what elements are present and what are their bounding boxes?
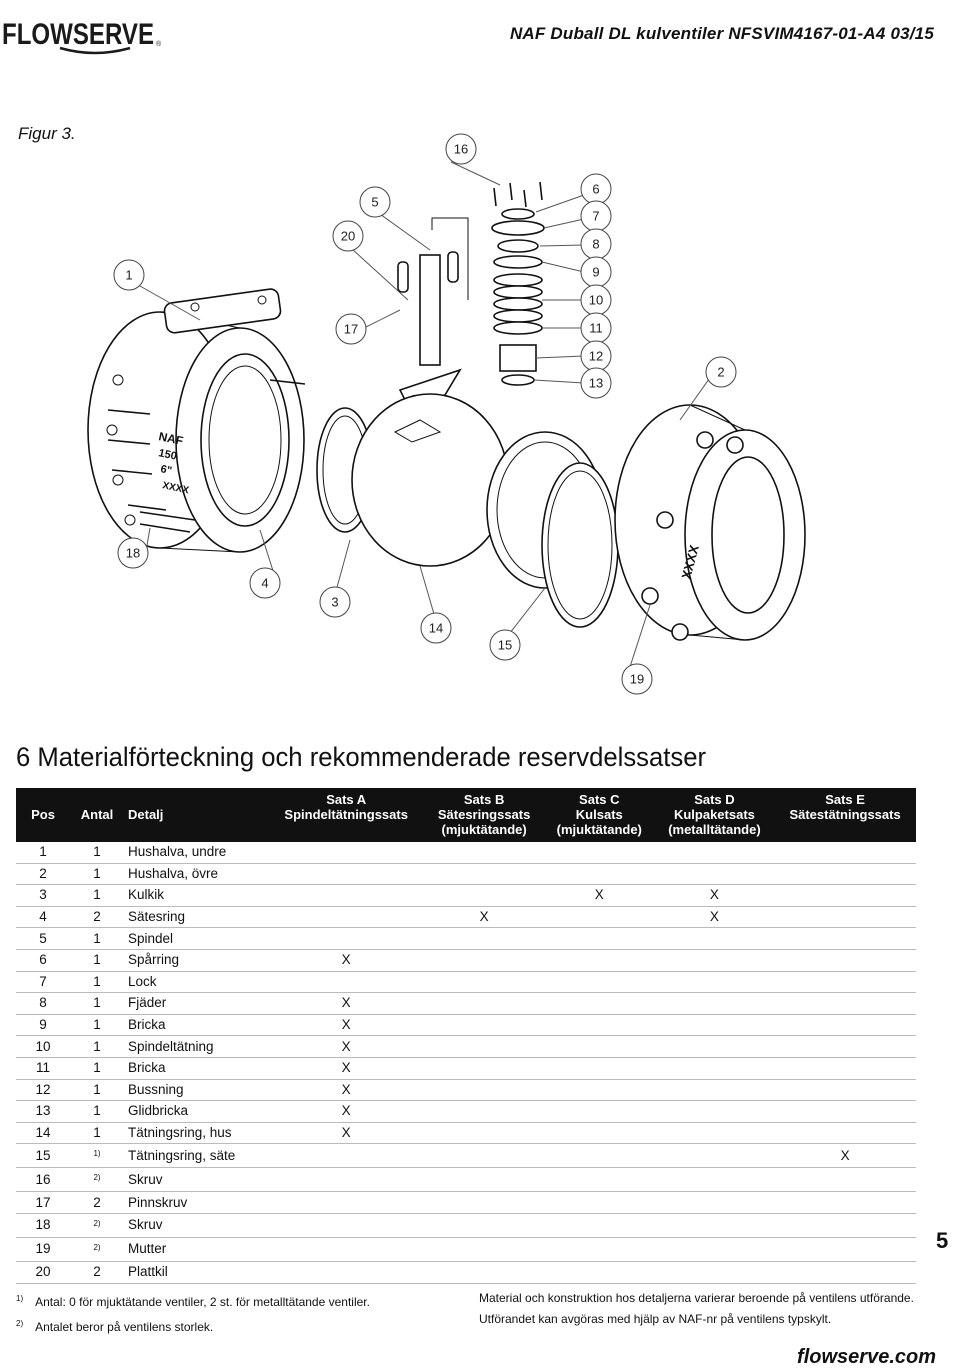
footnote-ref: 2) [93,1218,101,1228]
svg-text:5: 5 [371,194,379,210]
row-sats-e [774,1036,916,1058]
row-sats-d [655,1261,774,1283]
svg-text:17: 17 [343,321,359,337]
row-sats-b [424,1261,543,1283]
row-sats-b [424,1192,543,1214]
table-row [16,993,916,1015]
row-detalj: Fjäder [124,993,268,1015]
row-pos: 13 [16,1101,70,1123]
row-detalj: Spindeltätning [124,1036,268,1058]
svg-text:15: 15 [497,637,513,653]
row-sats-d [655,842,774,863]
page-number: 5 [936,1228,949,1253]
row-sats-e [774,971,916,993]
row-sats-c [544,842,655,863]
row-antal: 1 [70,1036,124,1058]
table-row [16,1079,916,1101]
svg-text:4: 4 [261,575,269,591]
row-pos: 7 [16,971,70,993]
callout-19 [622,664,652,694]
svg-text:XXXX: XXXX [161,480,190,497]
row-sats-d [655,971,774,993]
row-pos: 16 [16,1168,70,1192]
valve-body-left [88,288,305,552]
materials-table [16,788,916,1284]
row-sats-c [544,1144,655,1168]
row-sats-c [544,1213,655,1237]
svg-text:14: 14 [428,620,444,636]
footnotes [16,1288,370,1338]
row-sats-a [268,885,424,907]
row-antal: 2 [70,1192,124,1214]
callout-14 [421,613,451,643]
row-sats-b [424,949,543,971]
row-detalj: Mutter [124,1237,268,1261]
row-sats-e: X [774,1144,916,1168]
svg-text:2: 2 [717,364,725,380]
row-antal: 1 [70,1079,124,1101]
row-pos: 12 [16,1079,70,1101]
col-detalj: Detalj [128,807,164,822]
row-detalj: Bricka [124,1014,268,1036]
row-sats-c [544,971,655,993]
callout-18 [118,538,148,568]
row-sats-b [424,885,543,907]
col-sats-d: Sats D Kulpaketsats (metalltätande) [668,792,761,837]
row-sats-e [774,906,916,928]
row-detalj: Bussning [124,1079,268,1101]
row-sats-d [655,949,774,971]
row-sats-b [424,1057,543,1079]
row-sats-e [774,949,916,971]
row-sats-b [424,1014,543,1036]
row-pos: 19 [16,1237,70,1261]
row-pos: 1 [16,842,70,863]
row-detalj: Bricka [124,1057,268,1079]
row-sats-b [424,1144,543,1168]
row-sats-c [544,949,655,971]
row-sats-a: X [268,993,424,1015]
row-antal: 1 [70,1057,124,1079]
row-sats-a: X [268,1122,424,1144]
row-antal [70,1237,124,1261]
table-row [16,842,916,863]
design-note: Material och konstruktion hos detaljerna varierar beroende på ventilens utförande. Utförandet kan avgöras med hjälp av NAF-nr på ventilens typskylt. [479,1291,914,1326]
valve-cover-right [615,405,805,640]
col-sats-e: Sats E Sätestätningssats [789,792,901,822]
row-pos: 18 [16,1213,70,1237]
svg-text:NAF: NAF [157,429,185,449]
callout-15 [490,630,520,660]
row-sats-c [544,1079,655,1101]
svg-text:FLOWSERVE: FLOWSERVE [2,18,154,51]
row-sats-d [655,928,774,950]
row-sats-e [774,1237,916,1261]
row-sats-c [544,1192,655,1214]
row-sats-a [268,1168,424,1192]
row-detalj: Glidbricka [124,1101,268,1123]
row-sats-b [424,1213,543,1237]
table-row [16,1192,916,1214]
table-header-row [16,788,916,842]
row-detalj: Spindel [124,928,268,950]
row-antal: 1 [70,863,124,885]
row-sats-b [424,863,543,885]
row-sats-b [424,1079,543,1101]
callout-16 [446,134,476,164]
table-row [16,971,916,993]
row-pos: 11 [16,1057,70,1079]
footnote-1: $^{1)}$ Antal: 0 för mjuktätande ventiler, 2 st. för metalltätande ventiler. [16,1294,370,1309]
row-antal: 1 [70,993,124,1015]
row-sats-a [268,906,424,928]
row-sats-b [424,993,543,1015]
callout-9 [581,257,611,287]
row-sats-d [655,1237,774,1261]
row-sats-e [774,1014,916,1036]
callout-20 [333,221,363,251]
row-pos: 3 [16,885,70,907]
row-sats-a: X [268,1079,424,1101]
col-sats-c: Sats C Kulsats (mjuktätande) [556,792,642,837]
row-sats-e [774,993,916,1015]
row-detalj: Tätningsring, hus [124,1122,268,1144]
footnote-ref: 2) [93,1173,101,1183]
svg-text:XXXX: XXXX [678,543,702,581]
row-sats-e [774,1168,916,1192]
row-antal: 1 [70,1101,124,1123]
row-sats-a [268,863,424,885]
svg-text:6: 6 [592,181,600,197]
callout-1 [114,260,144,290]
svg-text:10: 10 [588,292,604,308]
row-antal [70,1213,124,1237]
row-antal: 1 [70,885,124,907]
row-detalj: Skruv [124,1168,268,1192]
row-sats-d [655,1168,774,1192]
svg-text:13: 13 [588,375,604,391]
row-sats-d [655,1144,774,1168]
table-row [16,1237,916,1261]
callout-2 [706,357,736,387]
row-pos: 17 [16,1192,70,1214]
svg-text:®: ® [156,41,162,48]
row-sats-c [544,863,655,885]
row-detalj: Plattkil [124,1261,268,1283]
row-sats-a [268,842,424,863]
table-row [16,885,916,907]
callout-4 [250,568,280,598]
row-sats-b [424,971,543,993]
row-pos: 20 [16,1261,70,1283]
row-sats-c [544,1237,655,1261]
table-row [16,928,916,950]
col-pos: Pos [31,807,55,822]
callout-6 [581,174,611,204]
row-detalj: Kulkik [124,885,268,907]
col-sats-b: Sats B Sätesringssats (mjuktätande) [437,792,531,837]
svg-text:6": 6" [159,463,173,478]
row-sats-c [544,1168,655,1192]
svg-text:20: 20 [340,228,356,244]
row-sats-a [268,1213,424,1237]
row-sats-c [544,1101,655,1123]
row-sats-e [774,1101,916,1123]
row-sats-d [655,1014,774,1036]
svg-text:16: 16 [453,141,469,157]
row-sats-c [544,1261,655,1283]
col-antal: Antal [80,807,114,822]
table-row [16,1014,916,1036]
row-sats-d [655,1057,774,1079]
row-detalj: Hushalva, övre [124,863,268,885]
row-pos: 4 [16,906,70,928]
row-sats-e [774,1079,916,1101]
row-antal: 1 [70,928,124,950]
svg-text:19: 19 [629,671,645,687]
row-sats-a: X [268,1101,424,1123]
svg-text:9: 9 [592,264,600,280]
figure-label: Figur 3. [18,124,76,143]
row-sats-a: X [268,1057,424,1079]
callout-8 [581,229,611,259]
svg-text:1: 1 [125,267,133,283]
row-antal: 1 [70,842,124,863]
row-pos: 14 [16,1122,70,1144]
row-pos: 5 [16,928,70,950]
row-sats-d [655,1036,774,1058]
row-sats-b [424,1101,543,1123]
row-sats-b [424,1168,543,1192]
row-sats-e [774,1192,916,1214]
svg-text:12: 12 [588,348,604,364]
row-sats-d [655,1122,774,1144]
callout-5 [360,187,390,217]
row-sats-d [655,1213,774,1237]
table-row [16,1122,916,1144]
row-sats-c [544,1036,655,1058]
row-sats-a [268,928,424,950]
table-row [16,1057,916,1079]
row-sats-d [655,993,774,1015]
row-detalj: Tätningsring, säte [124,1144,268,1168]
row-sats-b [424,842,543,863]
row-sats-d: X [655,906,774,928]
row-sats-c [544,1057,655,1079]
row-sats-d: X [655,885,774,907]
row-sats-c [544,1014,655,1036]
row-detalj: Pinnskruv [124,1192,268,1214]
callout-17 [336,314,366,344]
row-sats-b [424,1122,543,1144]
row-sats-e [774,863,916,885]
row-sats-e [774,1057,916,1079]
row-sats-d [655,863,774,885]
section-title: 6 Materialförteckning och rekommenderade reservdelssatser [16,742,707,772]
document-id: NAF Duball DL kulventiler NFSVIM4167-01-A4 03/15 [509,24,934,43]
callout-7 [581,201,611,231]
row-antal: 1 [70,949,124,971]
row-antal: 1 [70,1122,124,1144]
row-antal [70,1144,124,1168]
row-antal: 2 [70,1261,124,1283]
row-sats-d [655,1079,774,1101]
row-sats-e [774,1261,916,1283]
row-sats-e [774,928,916,950]
row-sats-c [544,993,655,1015]
footnote-ref: 1) [93,1149,101,1159]
row-sats-c [544,928,655,950]
row-detalj: Hushalva, undre [124,842,268,863]
svg-text:18: 18 [125,545,141,561]
table-row [16,1213,916,1237]
row-antal [70,1168,124,1192]
row-sats-a [268,1261,424,1283]
svg-text:11: 11 [589,320,603,336]
row-antal: 1 [70,971,124,993]
svg-text:8: 8 [592,236,600,252]
callout-13 [581,368,611,398]
row-detalj: Lock [124,971,268,993]
row-sats-a: X [268,949,424,971]
callout-11 [581,313,611,343]
table-row [16,1261,916,1283]
row-sats-b: X [424,906,543,928]
stem [398,218,468,400]
row-sats-b [424,1036,543,1058]
svg-text:7: 7 [592,208,600,224]
row-antal: 1 [70,1014,124,1036]
callout-10 [581,285,611,315]
row-sats-b [424,928,543,950]
row-pos: 15 [16,1144,70,1168]
table-row [16,863,916,885]
row-antal: 2 [70,906,124,928]
footnote-ref: 2) [93,1242,101,1252]
row-pos: 10 [16,1036,70,1058]
row-sats-e [774,842,916,863]
table-row [16,949,916,971]
callout-3 [320,587,350,617]
table-row [16,1036,916,1058]
row-pos: 9 [16,1014,70,1036]
row-sats-e [774,885,916,907]
row-detalj: Spårring [124,949,268,971]
row-sats-a: X [268,1036,424,1058]
row-sats-a: X [268,1014,424,1036]
row-sats-a [268,1144,424,1168]
row-pos: 2 [16,863,70,885]
row-pos: 8 [16,993,70,1015]
row-sats-e [774,1213,916,1237]
svg-text:3: 3 [331,594,339,610]
table-row [16,1144,916,1168]
svg-text:150: 150 [157,447,178,463]
col-sats-a: Sats A Spindeltätningssats [284,792,408,822]
row-pos: 6 [16,949,70,971]
row-sats-a [268,1237,424,1261]
row-sats-a [268,971,424,993]
footnote-2: $^{2)}$ Antalet beror på ventilens storlek. [16,1319,214,1334]
table-row [16,1168,916,1192]
row-sats-e [774,1122,916,1144]
row-sats-c: X [544,885,655,907]
row-sats-d [655,1192,774,1214]
table-row [16,1101,916,1123]
row-sats-b [424,1237,543,1261]
row-detalj: Skruv [124,1213,268,1237]
row-sats-d [655,1101,774,1123]
row-sats-c [544,906,655,928]
row-sats-a [268,1192,424,1214]
footer-url: flowserve.com [797,1346,936,1368]
row-sats-c [544,1122,655,1144]
row-detalj: Sätesring [124,906,268,928]
table-row [16,906,916,928]
callout-12 [581,341,611,371]
